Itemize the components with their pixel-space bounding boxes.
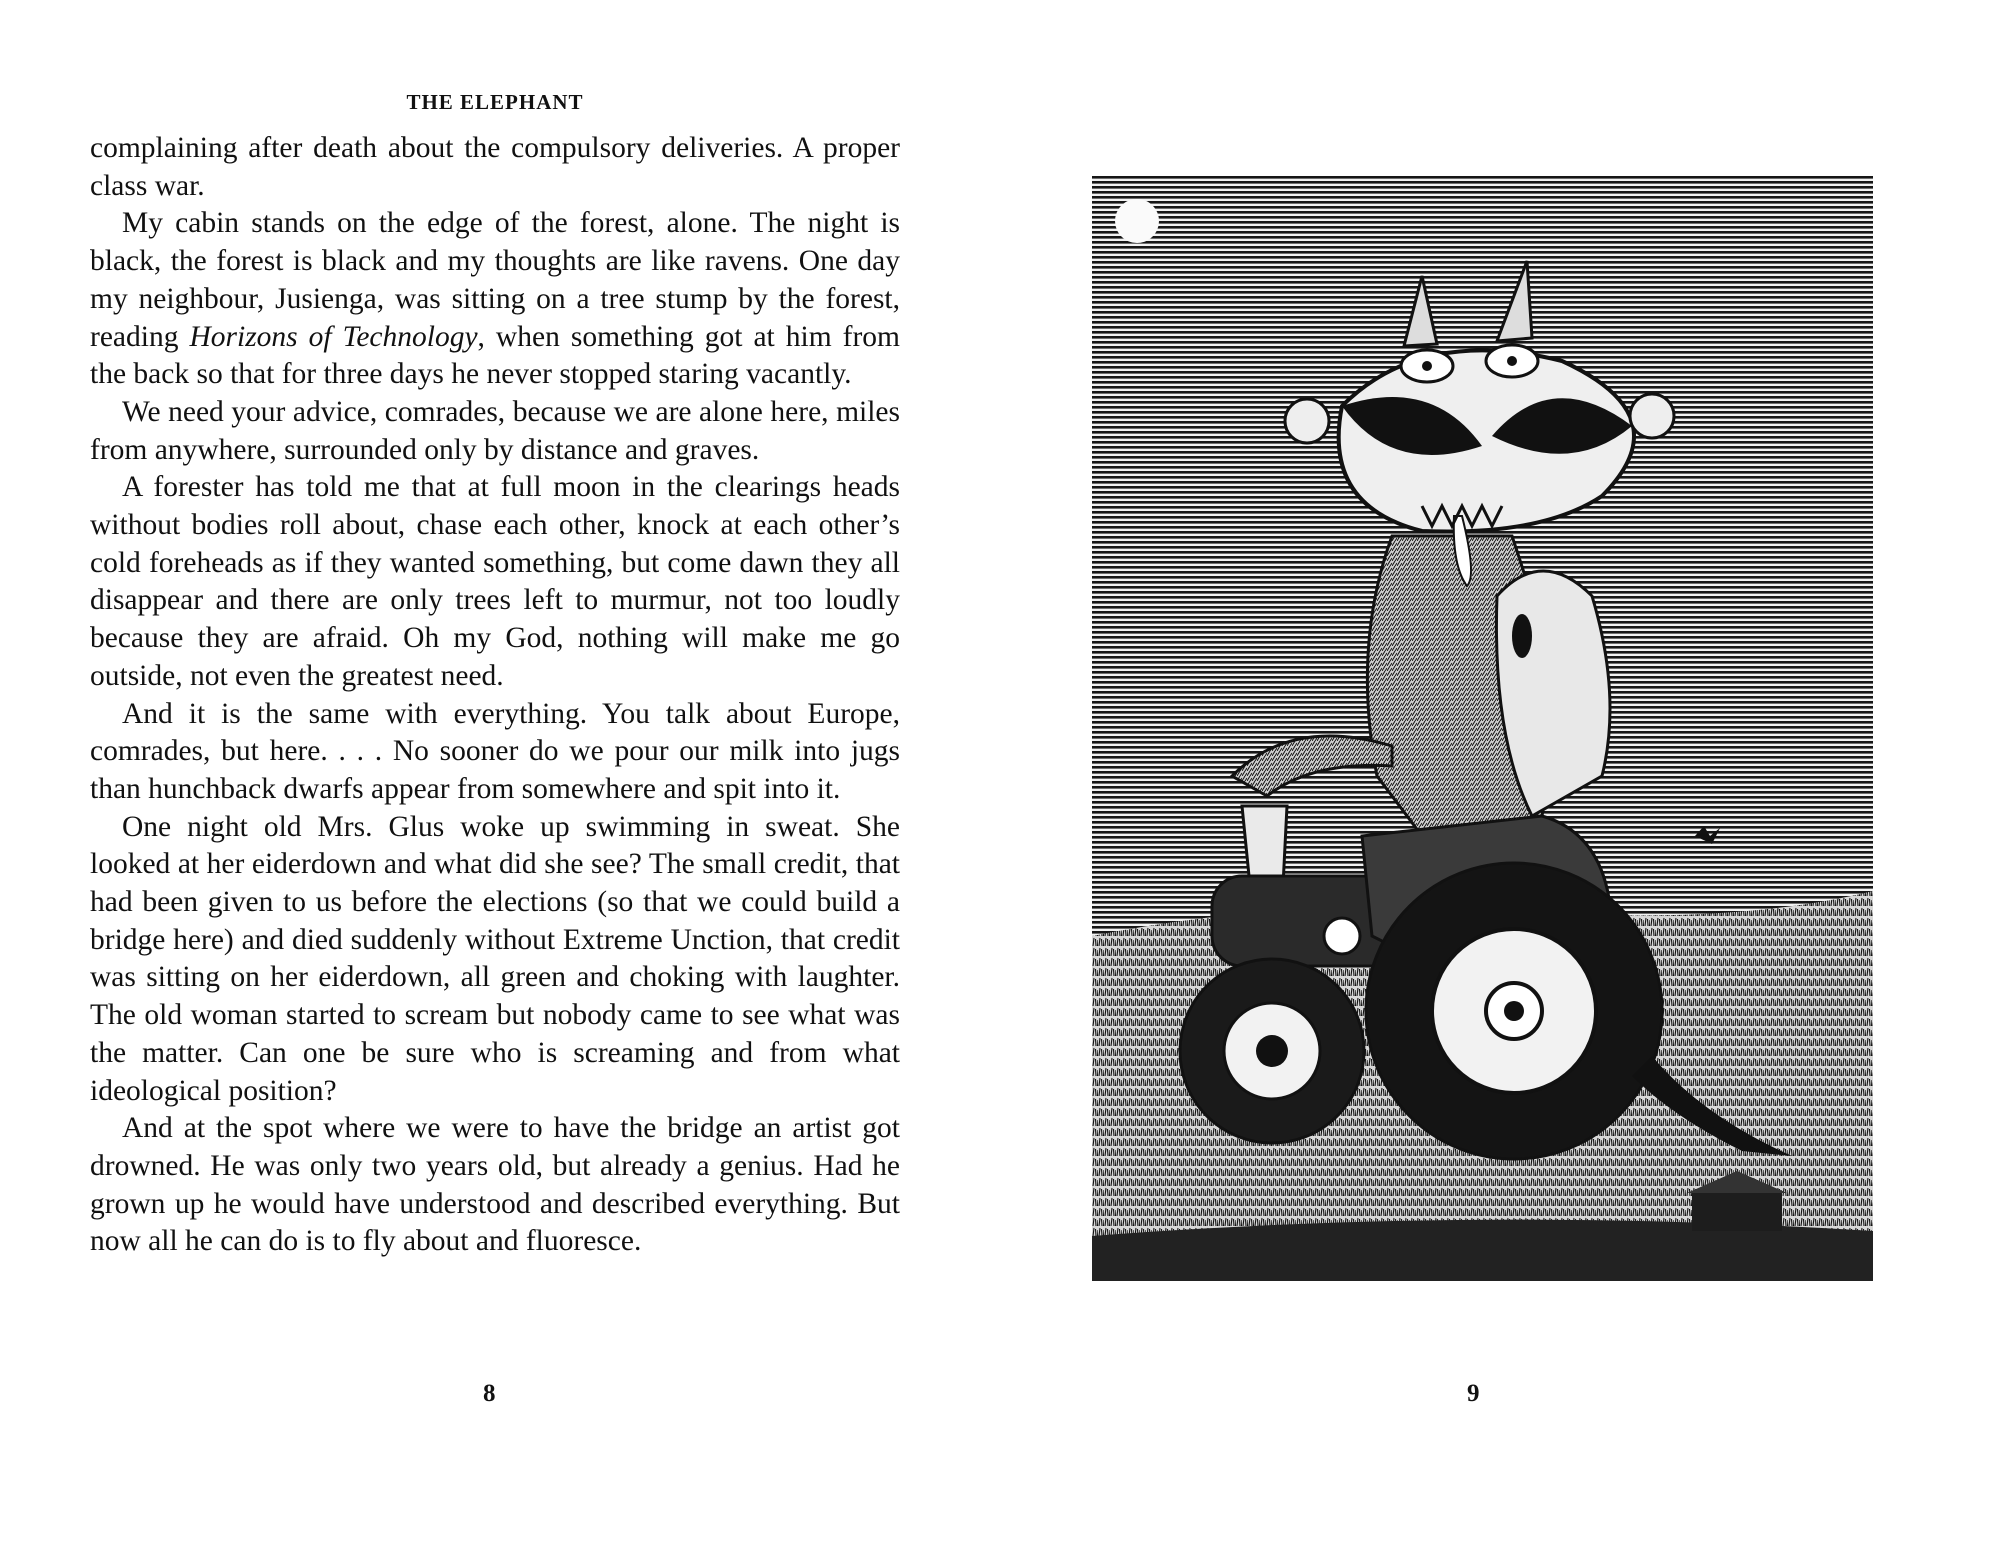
paragraph-1: complaining after death about the compulsory deliveries. A proper class war. xyxy=(90,132,900,202)
paragraph-4: A forester has told me that at full moon in the clearings heads without bodies roll about, chase each other, knock at each other’s cold foreheads as if they wanted something, but come dawn they all disappear and there are only trees left to murmur, not too loudly because they are afraid. Oh my God, nothing will make me go outside, not even the greatest need. xyxy=(90,471,900,692)
right-page xyxy=(995,0,1990,1546)
moon-icon xyxy=(1115,199,1159,243)
body-text xyxy=(90,130,900,1261)
book-title-italic: Horizons of Technology xyxy=(189,320,478,353)
paragraph-2-end: , when something got at him from the back so that for three days he never stopped staring vacantly. xyxy=(90,320,900,391)
paragraph-7: And at the spot where we were to have the bridge an artist got drowned. He was only two years old, but already a genius. Had he grown up he would have understood and described everything. But now all he can do is to fly about and fluoresce. xyxy=(90,1112,900,1258)
devil-on-tractor-illustration xyxy=(1092,176,1873,1281)
paragraph-5: And it is the same with everything. You talk about Europe, comrades, but here. . . . No sooner do we pour our milk into jugs than hunchback dwarfs appear from somewhere and spit into it. xyxy=(90,697,900,805)
running-head: THE ELEPHANT xyxy=(406,90,584,114)
paragraph-6: One night old Mrs. Glus woke up swimming in sweat. She looked at her eiderdown and what did she see? The small credit, that had been given to us before the elections (so that we could build a bridge here) and died suddenly without Extreme Unction, that credit was sitting on her eiderdown, all green and choking with laughter. The old woman started to scream but nobody came to see what was the matter. Can one be sure who is screaming and from what ideological position? xyxy=(90,810,900,1107)
paragraph-3: We need your advice, comrades, because we are alone here, miles from anywhere, surrounded only by distance and graves. xyxy=(90,395,900,466)
page-number-right: 9 xyxy=(1467,1380,1480,1407)
paragraph-2-start: My cabin stands on the edge of the forest, alone. The night is black, the forest is black and my thoughts are like ravens. One day my neighbour, Jusienga, was sitting on a tree stump by the forest, reading xyxy=(90,207,900,353)
paragraph-2 xyxy=(90,205,900,394)
page-number-left: 8 xyxy=(483,1380,496,1407)
tractor xyxy=(1180,806,1662,1159)
